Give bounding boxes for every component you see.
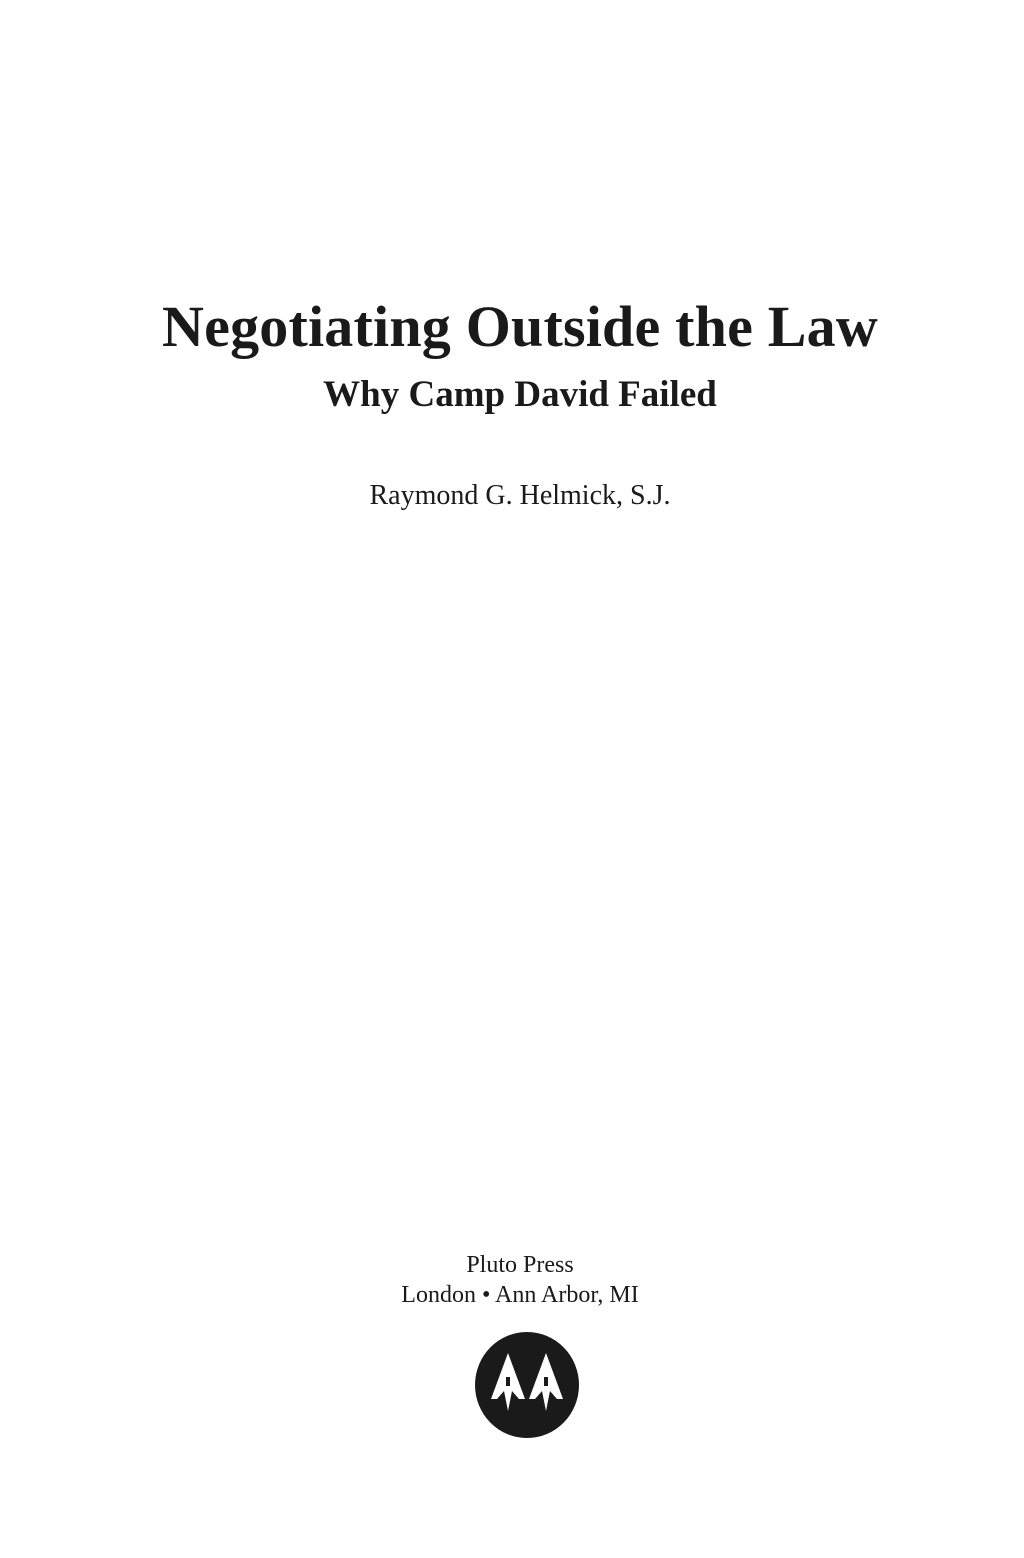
book-subtitle: Why Camp David Failed bbox=[323, 374, 717, 415]
book-title: Negotiating Outside the Law bbox=[162, 294, 878, 359]
pluto-press-logo-icon bbox=[474, 1331, 580, 1439]
book-author: Raymond G. Helmick, S.J. bbox=[369, 480, 671, 511]
publisher-name: Pluto Press bbox=[466, 1252, 574, 1278]
publisher-place: London • Ann Arbor, MI bbox=[401, 1282, 639, 1308]
